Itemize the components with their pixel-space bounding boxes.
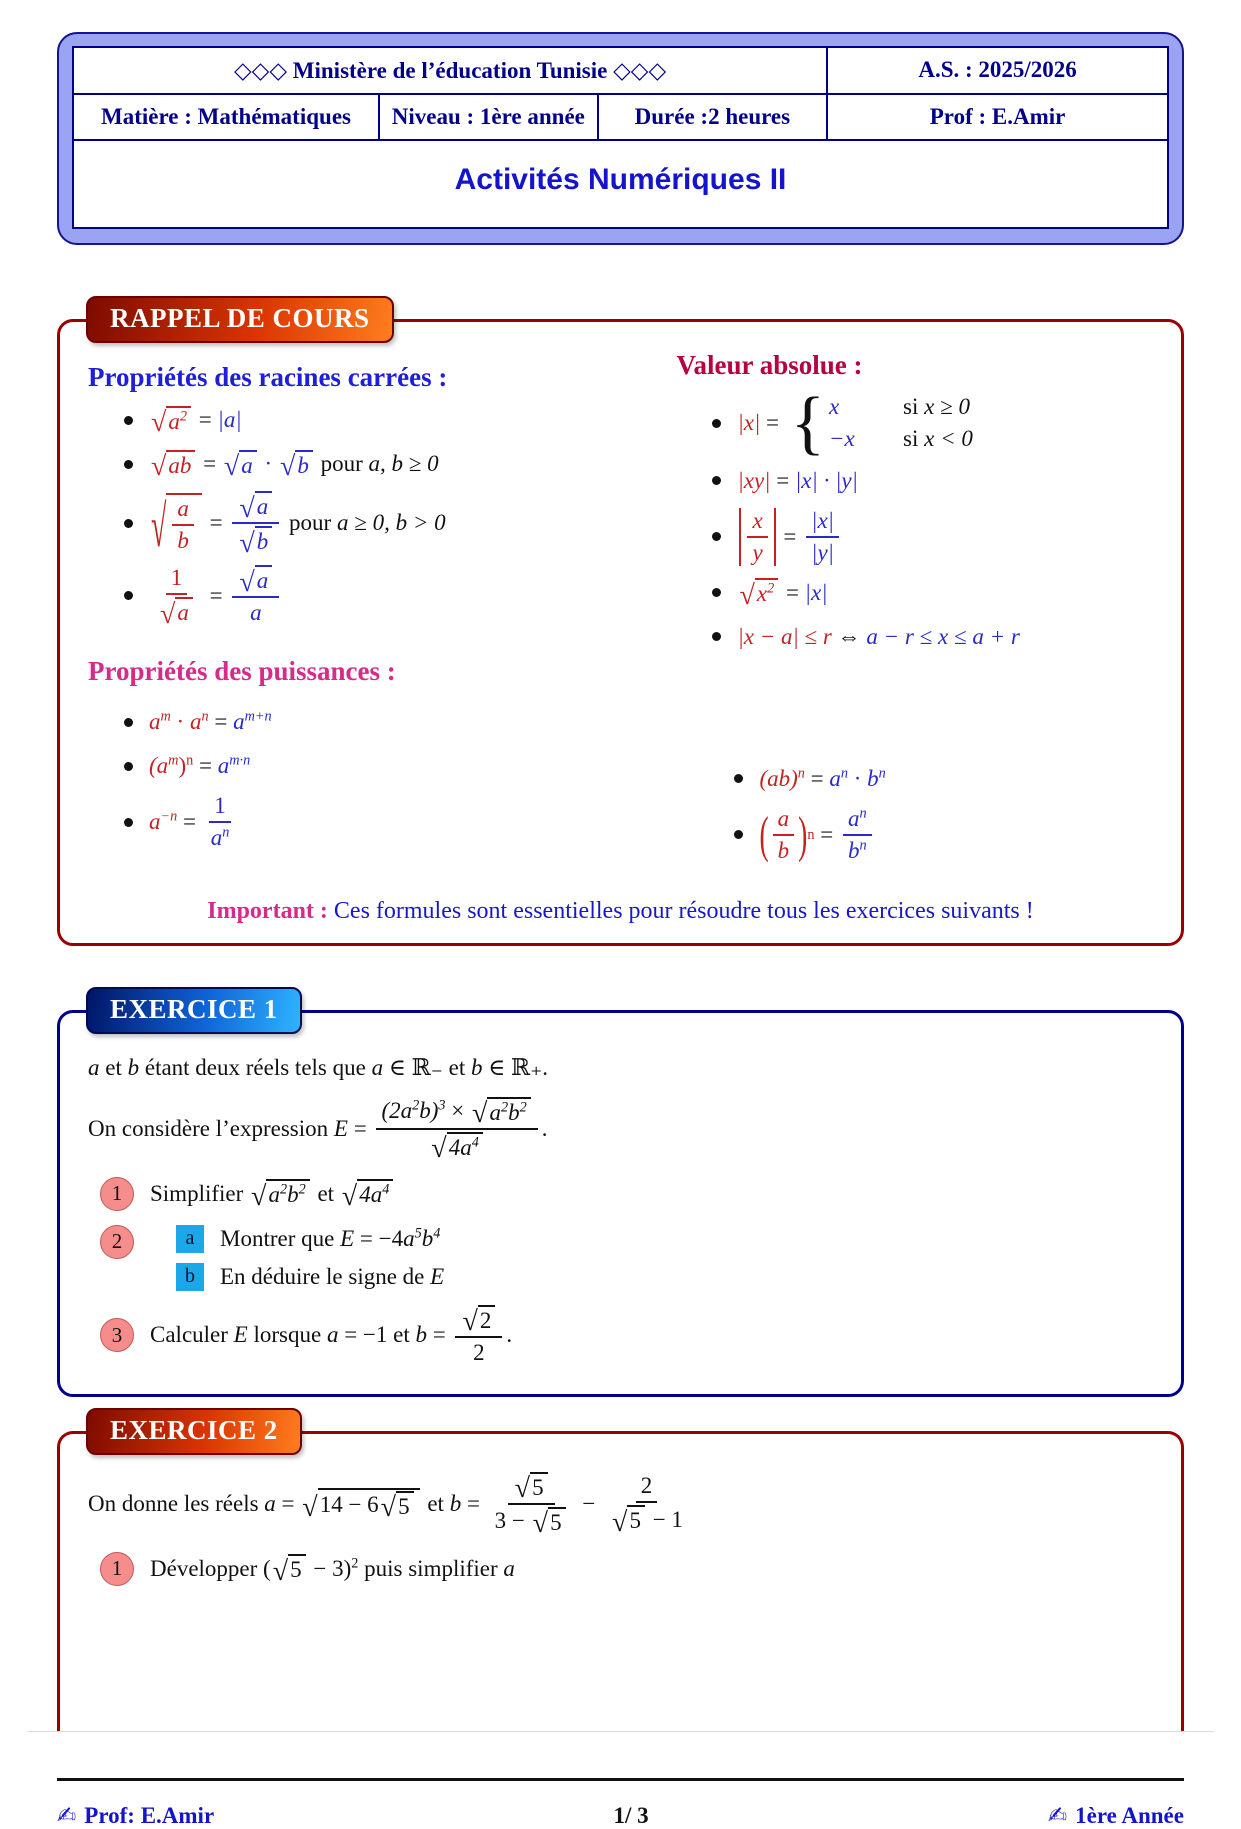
puissances-right-list <box>676 762 1153 864</box>
formula-item: √ ab = √ a · √ b pour a, b ≥ 0 <box>124 447 652 481</box>
formula-item: √ $x^2$ = |x| <box>712 576 1153 610</box>
rappel-left-column <box>88 350 652 874</box>
header-school-year: A.S. : 2025/2026 <box>918 57 1077 82</box>
racines-list <box>88 403 652 630</box>
formula-item: √ $a^2$ = |a| <box>124 403 652 437</box>
formula-item: |x − a| ≤ r ⇔ a − r ≤ x ≤ a + r <box>712 620 1153 654</box>
valeur-absolue-list <box>676 383 1153 654</box>
exercice1-intro-line2: On considère l’expression E = ($2a^2$ b)$^3$ × √ $a^2$ $b^2$ √ $4a^4$ . <box>88 1097 548 1165</box>
header-table <box>72 46 1169 229</box>
header-level: Niveau : 1ère année <box>380 95 599 139</box>
exercice1-question-2 <box>100 1225 1153 1291</box>
footer-teacher-label: Prof: E.Amir <box>84 1802 215 1828</box>
exercice1-intro-line1: a et b étant deux réels tels que a ∈ ℝ₋ et b ∈ ℝ₊. <box>88 1054 549 1080</box>
subquestion-letter-badge: a <box>176 1225 204 1253</box>
pen-icon: ✍ <box>1047 1802 1068 1829</box>
page-number: 1/ 3 <box>613 1802 649 1828</box>
header-row-2 <box>74 95 1167 141</box>
question-number-badge: 1 <box>100 1177 134 1211</box>
page-footer <box>57 1778 1184 1829</box>
formula-item: |x| = { x si x ≥ 0 −x si x < 0 <box>712 393 1153 454</box>
racines-heading: Propriétés des racines carrées : <box>88 362 448 392</box>
exercice2-section <box>57 1414 1184 1731</box>
header-duration: Durée :2 heures <box>599 95 829 139</box>
formula-item: (ab)$^n$ = $a^n$ · $b^n$ <box>734 762 1153 796</box>
subquestions <box>176 1225 444 1291</box>
question-number-badge: 3 <box>100 1318 134 1352</box>
question-text: Simplifier √ $a^2$ $b^2$ et √ $4a^4$ <box>150 1179 395 1208</box>
header-ministry: ◇◇◇ Ministère de l’éducation Tunisie ◇◇◇ <box>74 48 828 93</box>
footer-row <box>57 1803 1184 1829</box>
header-teacher: Prof : E.Amir <box>929 104 1066 129</box>
question-number-badge: 2 <box>100 1225 134 1259</box>
rappel-badge: RAPPEL DE COURS <box>86 296 394 343</box>
formula-item: ($a^m$ )$^n$ = $a^{m\cdot n}$ <box>124 749 652 783</box>
question-text: Calculer E lorsque a = −1 et b = √ 2 2 . <box>150 1306 513 1365</box>
formula-item: |xy| = |x| · |y| <box>712 464 1153 498</box>
rappel-columns <box>88 350 1153 874</box>
pen-icon: ✍ <box>57 1802 77 1829</box>
subquestion-b <box>176 1263 444 1291</box>
formula-item: ( a b ) n = $\frac{a^n}{b^n}$ <box>734 806 1153 864</box>
header-box <box>57 32 1184 245</box>
subquestion-letter-badge: b <box>176 1263 204 1291</box>
footer-level <box>1048 1803 1184 1829</box>
exercice2-question-1 <box>100 1552 1153 1586</box>
rappel-section <box>57 303 1184 946</box>
header-subject: Matière : Mathématiques <box>74 95 380 139</box>
header-title-row <box>74 141 1167 227</box>
exercice1-section <box>57 993 1184 1397</box>
footer-level-label: 1ère Année <box>1075 1802 1184 1828</box>
exercice1-question-3 <box>100 1305 1153 1366</box>
formula-item: $a^m$ · $a^n$ = $a^{m+n}$ <box>124 705 652 739</box>
footer-rule <box>57 1778 1184 1781</box>
footer-teacher <box>57 1803 214 1829</box>
formula-item: x y = $\frac{|x|}{|y|}$ <box>712 508 1153 566</box>
page-cut-line <box>27 1731 1214 1732</box>
puissances-heading: Propriétés des puissances : <box>88 656 396 686</box>
valeur-absolue-heading: Valeur absolue : <box>676 350 863 380</box>
subquestion-a <box>176 1225 444 1253</box>
important-note <box>88 898 1153 925</box>
exercice1-question-1 <box>100 1177 1153 1211</box>
exercice2-badge: EXERCICE 2 <box>86 1408 302 1455</box>
puissances-left-list <box>88 705 652 851</box>
formula-item: $a^{-n}$ = $\frac{1}{a^n}$ <box>124 793 652 851</box>
important-text: Ces formules sont essentielles pour résoudre tous les exercices suivants ! <box>333 897 1034 924</box>
page-title: Activités Numériques II <box>454 163 787 196</box>
exercice1-badge: EXERCICE 1 <box>86 987 302 1034</box>
header-row-1 <box>74 48 1167 95</box>
important-label: Important : <box>207 897 328 924</box>
formula-item: 1 √ a = √ a a <box>124 565 652 626</box>
question-number-badge: 1 <box>100 1552 134 1586</box>
rappel-right-column <box>652 350 1153 874</box>
exercice2-intro: On donne les réels a = √ 14 − 6 √ 5 et b = √ 5 3 − √ 5 − 2 √ 5 − 1 <box>88 1473 683 1540</box>
formula-item: √ a b = √ a √ b pour a ≥ 0, b > 0 <box>124 491 652 555</box>
question-text: En déduire le signe de E <box>220 1263 445 1289</box>
question-text: Développer ( √ 5 − 3)$^2$ puis simplifier a <box>150 1554 515 1587</box>
question-text: Montrer que E = −4 $a^5$ $b^4$ <box>220 1224 441 1251</box>
